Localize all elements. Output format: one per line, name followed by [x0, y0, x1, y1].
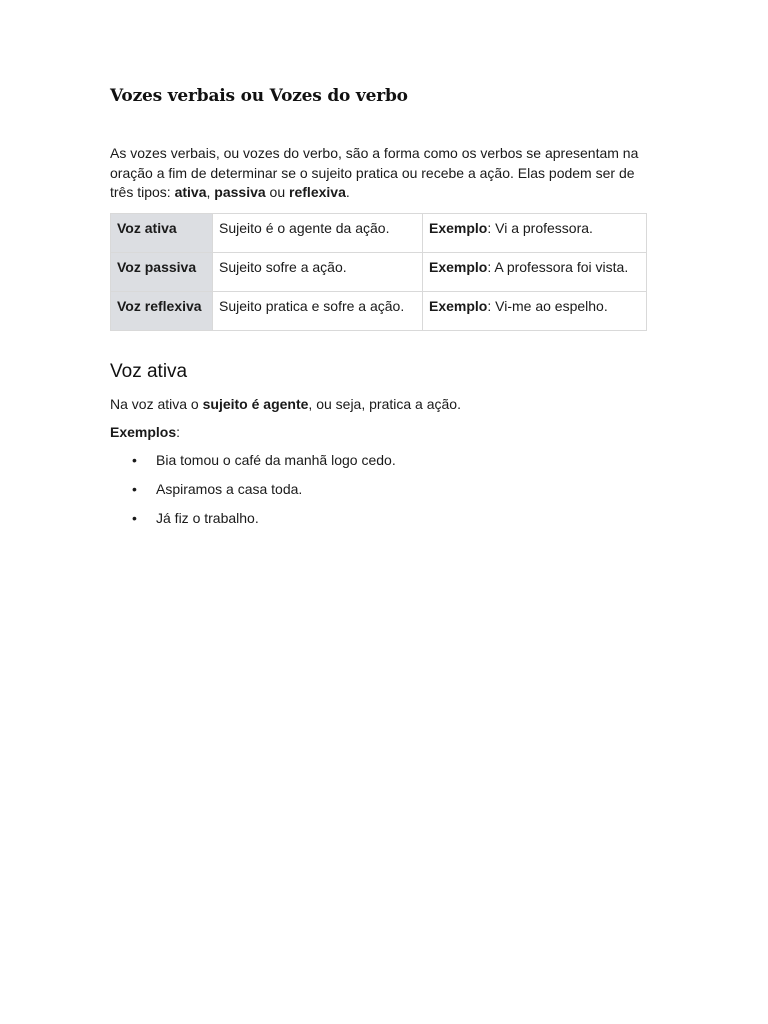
- voice-name-cell: Voz ativa: [111, 213, 213, 252]
- example-text: : A professora foi vista.: [487, 258, 629, 275]
- voice-example-cell: [423, 291, 647, 330]
- voice-example-cell: [423, 252, 647, 291]
- voice-name-cell: Voz reflexiva: [111, 291, 213, 330]
- table-row: [111, 213, 647, 252]
- document-page: [110, 86, 650, 538]
- example-label: Exemplo: [429, 219, 488, 236]
- intro-text: As vozes verbais, ou vozes do verbo, são a forma como os verbos se apresentam na oração a fim de determinar se o sujeito pratica ou recebe a ação. Elas podem ser de três tipos:: [110, 145, 639, 200]
- table-row: [111, 291, 647, 330]
- example-text: : Vi a professora.: [487, 219, 593, 236]
- example-label: Exemplo: [429, 258, 488, 275]
- bullet-icon: •: [132, 480, 137, 497]
- table-row: [111, 252, 647, 291]
- list-item: [110, 451, 650, 469]
- voice-description-cell: Sujeito é o agente da ação.: [213, 213, 423, 252]
- section-body-bold: sujeito é agente: [202, 395, 309, 412]
- voice-description-cell: Sujeito pratica e sofre a ação.: [213, 291, 423, 330]
- intro-paragraph: [110, 144, 650, 203]
- intro-end: .: [345, 184, 350, 200]
- voice-name-cell: Voz passiva: [111, 252, 213, 291]
- example-text: : Vi-me ao espelho.: [487, 297, 608, 314]
- voice-description-cell: Sujeito sofre a ação.: [213, 252, 423, 291]
- list-item: [110, 509, 650, 527]
- examples-label: Exemplos: [110, 423, 177, 440]
- bullet-icon: •: [132, 509, 137, 526]
- intro-bold-passiva: passiva: [214, 184, 266, 200]
- intro-bold-reflexiva: reflexiva: [289, 184, 346, 200]
- voice-example-cell: [423, 213, 647, 252]
- list-item: [110, 480, 650, 498]
- section-body-text: Na voz ativa o: [110, 395, 203, 412]
- list-item-text: Já fiz o trabalho.: [156, 509, 259, 526]
- section-body: [110, 395, 650, 413]
- section-title: Voz ativa: [110, 360, 188, 382]
- examples-list: [110, 451, 650, 527]
- list-item-text: Bia tomou o café da manhã logo cedo.: [156, 451, 396, 468]
- examples-colon: :: [176, 423, 181, 440]
- voices-table: [110, 213, 647, 331]
- intro-separator: ,: [206, 184, 215, 200]
- bullet-icon: •: [132, 451, 137, 468]
- section-body-text: , ou seja, pratica a ação.: [308, 395, 461, 412]
- intro-separator: ou: [265, 184, 290, 200]
- example-label: Exemplo: [429, 297, 488, 314]
- intro-bold-ativa: ativa: [174, 184, 207, 200]
- document-title: Vozes verbais ou Vozes do verbo: [110, 86, 408, 106]
- list-item-text: Aspiramos a casa toda.: [156, 480, 303, 497]
- examples-heading: [110, 423, 650, 441]
